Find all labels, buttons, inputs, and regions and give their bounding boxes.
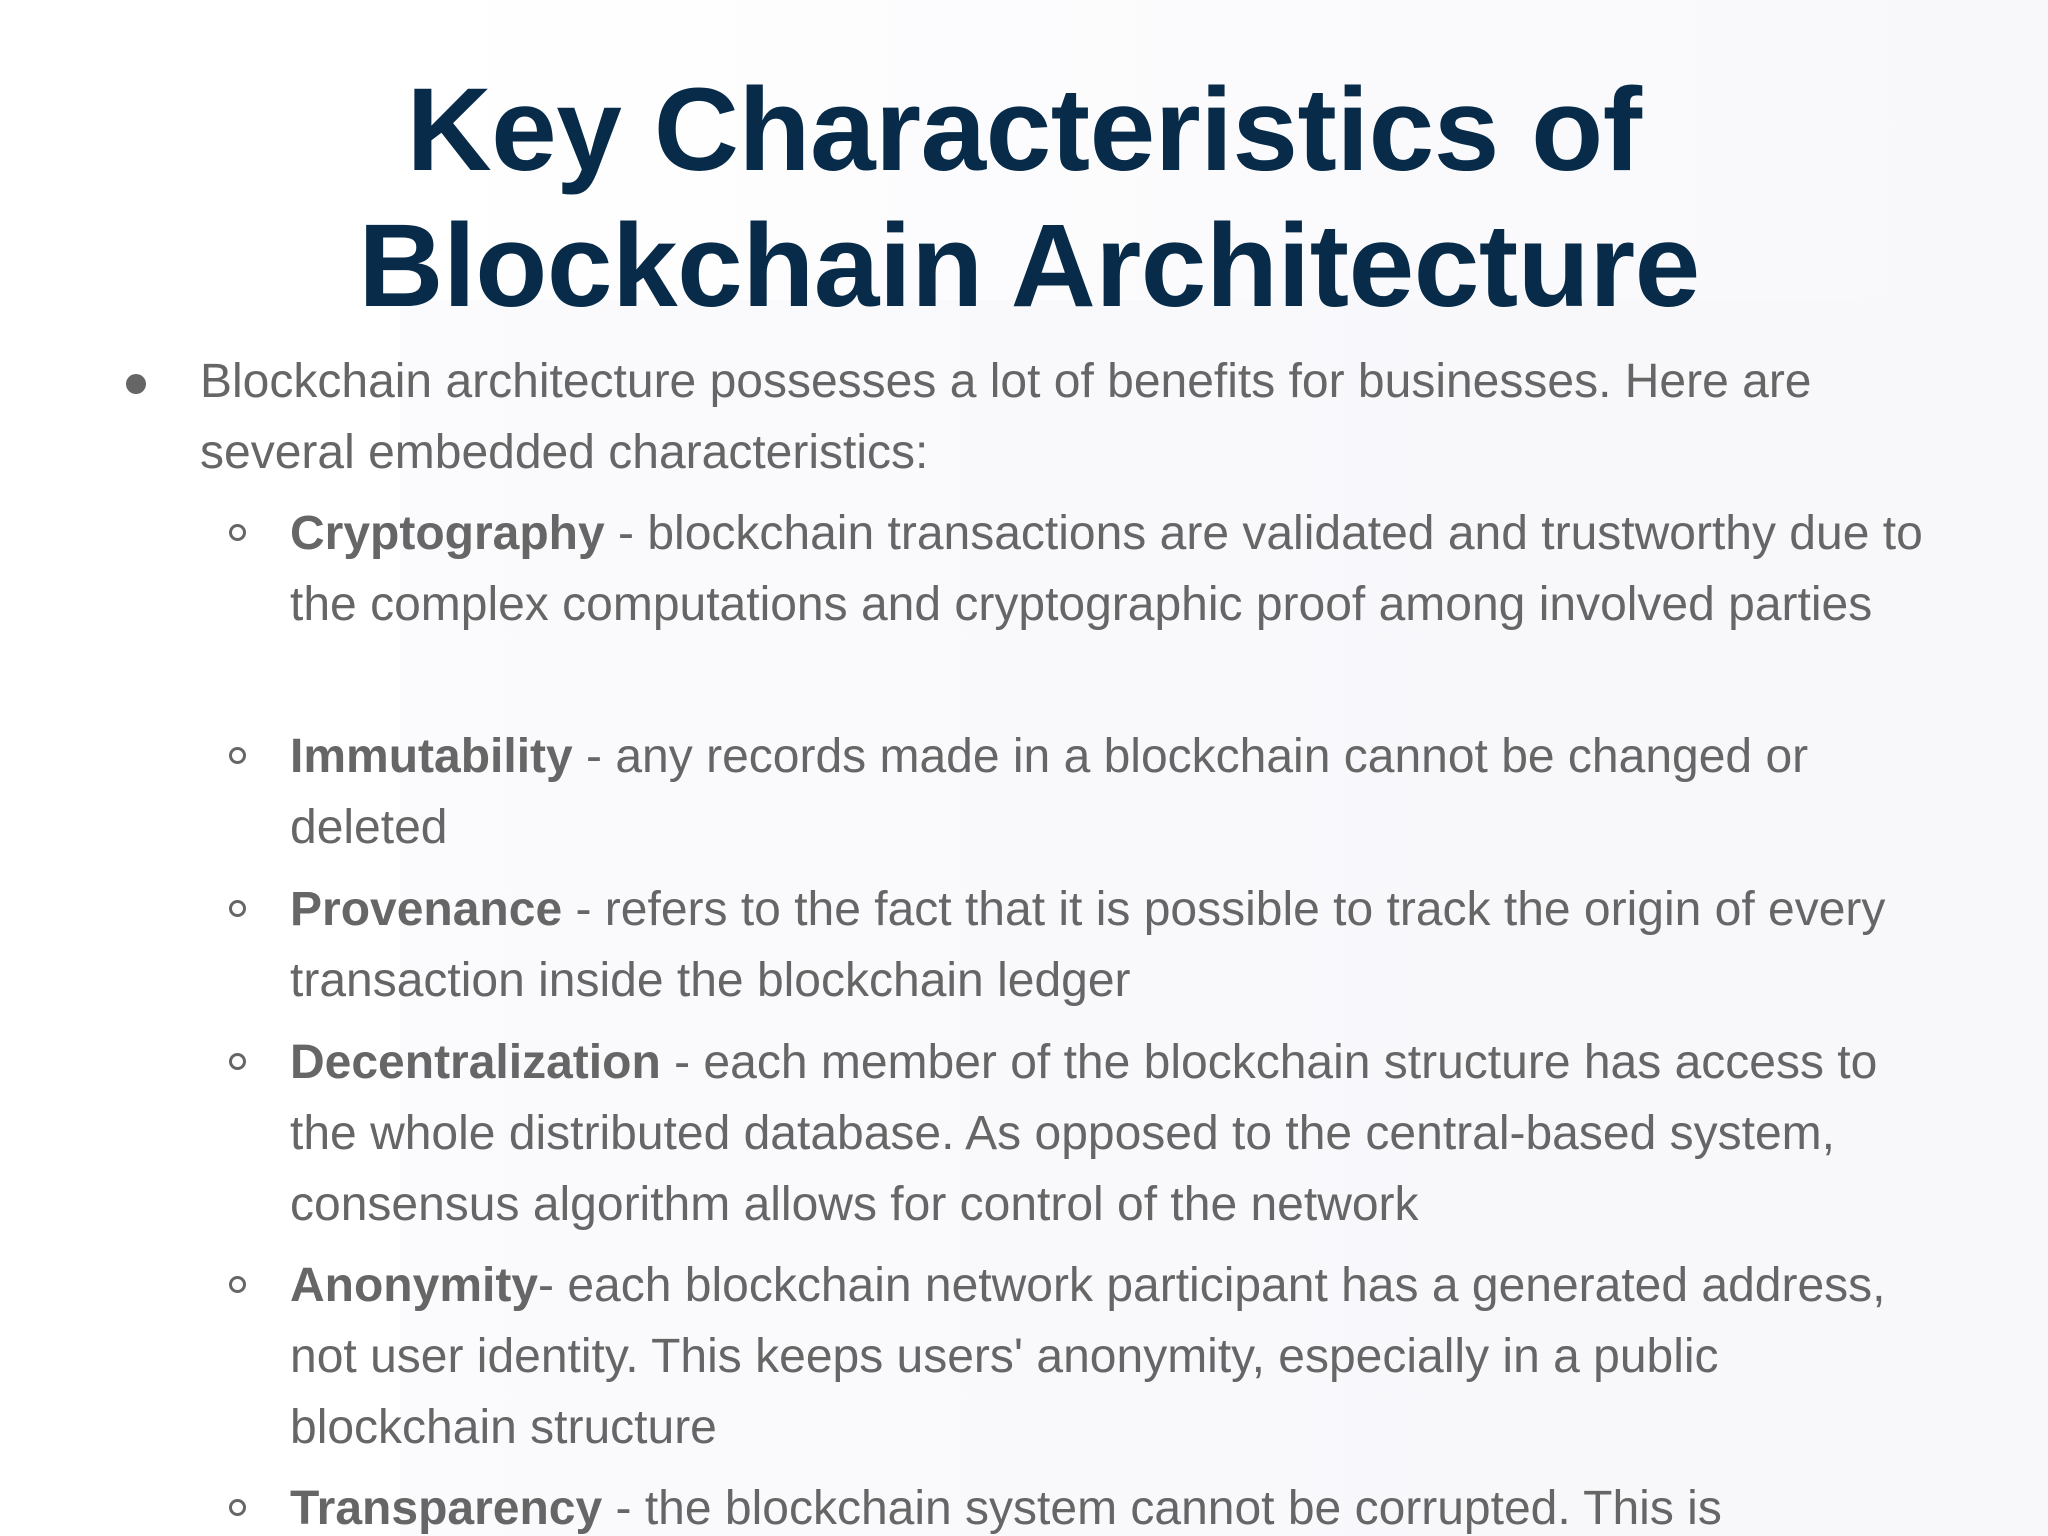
term-description: blockchain transactions are validated and trustworthy due to the complex computations and cryptographic proof among involved parties: [290, 507, 1923, 631]
bullet-dot-icon: [126, 374, 146, 394]
term-label: Transparency: [290, 1482, 603, 1535]
term-separator: -: [538, 1259, 568, 1312]
term-description: the blockchain system cannot be corrupted. This is: [644, 1482, 1722, 1535]
term-separator: -: [660, 1036, 704, 1089]
term-label: Anonymity: [290, 1259, 539, 1312]
term-description: any records made in a blockchain cannot be changed or deleted: [290, 730, 1809, 854]
list-item-cryptography: [290, 498, 1950, 640]
term-description: each member of the blockchain structure has access to the whole distributed database. As opposed to the central-based system, consensus algorithm allows for control of the network: [290, 1036, 1878, 1231]
title-line-2: Blockchain Architecture: [358, 200, 1700, 332]
sub-bullet-circle-icon: [229, 1276, 246, 1293]
sub-bullet-circle-icon: [229, 900, 246, 917]
intro-bullet-text: Blockchain architecture possesses a lot of benefits for businesses. Here are several embedded characteristics:: [200, 355, 1812, 479]
title-line-1: Key Characteristics of: [406, 64, 1642, 196]
term-separator: -: [604, 507, 648, 560]
term-description: each blockchain network participant has a generated address, not user identity. This keeps users' anonymity, especially in a public blockchain structure: [290, 1259, 1886, 1454]
term-separator: -: [562, 883, 605, 936]
sub-bullet-circle-icon: [229, 524, 246, 541]
term-description: refers to the fact that it is possible to track the origin of every transaction inside the blockchain ledger: [290, 883, 1886, 1007]
sub-bullet-circle-icon: [229, 1053, 246, 1070]
term-label: Immutability: [290, 730, 573, 783]
list-item-decentralization: [290, 1027, 1950, 1240]
term-separator: -: [602, 1482, 645, 1535]
sub-bullet-circle-icon: [229, 747, 246, 764]
term-label: Decentralization: [290, 1036, 661, 1089]
term-label: Cryptography: [290, 507, 605, 560]
list-item-transparency: [290, 1473, 1950, 1536]
list-item-provenance: [290, 874, 1950, 1016]
term-separator: -: [572, 730, 616, 783]
term-label: Provenance: [290, 883, 563, 936]
list-item-anonymity: [290, 1250, 1950, 1463]
sub-bullet-circle-icon: [229, 1499, 246, 1516]
list-item-immutability: [290, 721, 1950, 863]
